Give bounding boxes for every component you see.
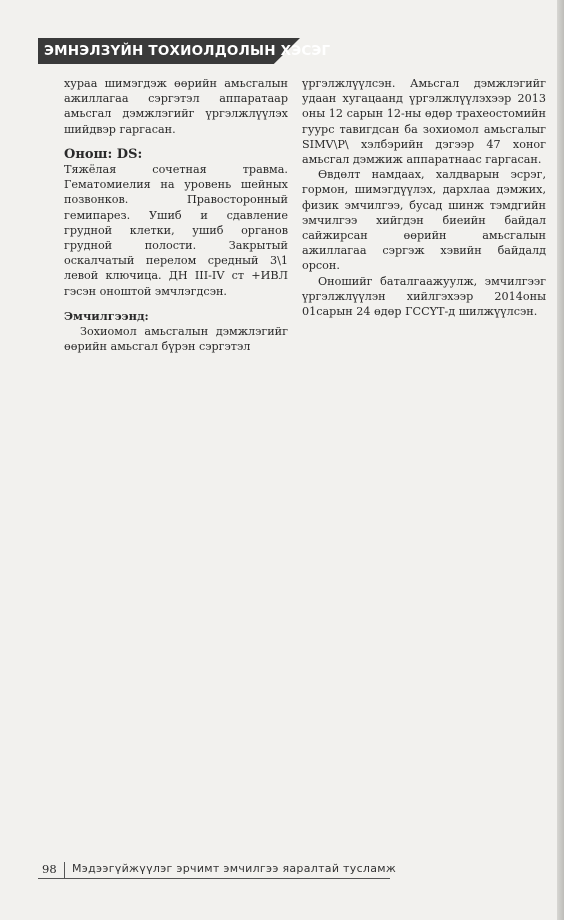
right-paragraph-3: Оношийг баталгаажуулж, эмчилгээг үргэлжлүүлэн хийлгэхээр 2014оны 01сарын 24 өдөр ГССҮТ-д шилжүүлсэн.	[302, 274, 546, 319]
diagnosis-heading: Онош: DS:	[64, 146, 143, 162]
right-column	[302, 76, 546, 319]
footer-divider	[64, 862, 65, 878]
right-paragraph-2: Өвдөлт намдаах, халдварын эсрэг, гормон, шимэгдүүлэх, дархлаа дэмжих, физик эмчилгээ, бусад шинж тэмдгийн эмчилгээ хийгдэн биеийн байдал сайжирсан өөрийн амьсгалын ажиллагаа сэргэж хэвийн байдалд орсон.	[302, 168, 546, 273]
treatment-heading: Эмчилгээнд:	[64, 308, 149, 323]
page-number: 98	[42, 862, 57, 876]
treatment-text: Зохиомол амьсгалын дэмжлэгийг өөрийн амьсгал бүрэн сэргэтэл	[64, 325, 288, 354]
journal-title: Мэдээгүйжүүлэг эрчимт эмчилгээ яаралтай тусламж	[72, 862, 397, 875]
left-column	[64, 76, 288, 354]
section-header-title: ЭМНЭЛЗҮЙН ТОХИОЛДОЛЫН ХЭСЭГ	[44, 43, 331, 59]
intro-paragraph: хураа шимэгдэж өөрийн амьсгалын ажиллагаа сэргэтэл аппаратаар амьсгал дэмжлэгийг үргэлжлүүлэх шийдвэр гаргасан.	[64, 77, 288, 136]
diagnosis-text: Тяжёлая сочетная травма. Гематомиелия на уровень шейных позвонков. Правосторонный гемипарез. Ушиб и сдавление грудной клетки, ушиб органов грудной полости. Закрытый оскалчатый перелом средный 3\1 левой ключица. ДН III-IV ст +ИВЛ гэсэн оноштой эмчлэгдсэн.	[64, 163, 288, 298]
page-edge	[557, 0, 564, 920]
footer-rule	[38, 878, 390, 879]
right-paragraph-1: үргэлжлүүлсэн. Амьсгал дэмжлэгийг удаан хугацаанд үргэлжлүүлэхээр 2013 оны 12 сарын 12-ны өдөр трахеостомийн гуурс тавигдсан ба зохиомол амьсгалыг SIMV\P\ хэлбэрийн дэгээр 47 хоног амьсгал дэмжиж аппаратнаас гаргасан.	[302, 77, 546, 167]
